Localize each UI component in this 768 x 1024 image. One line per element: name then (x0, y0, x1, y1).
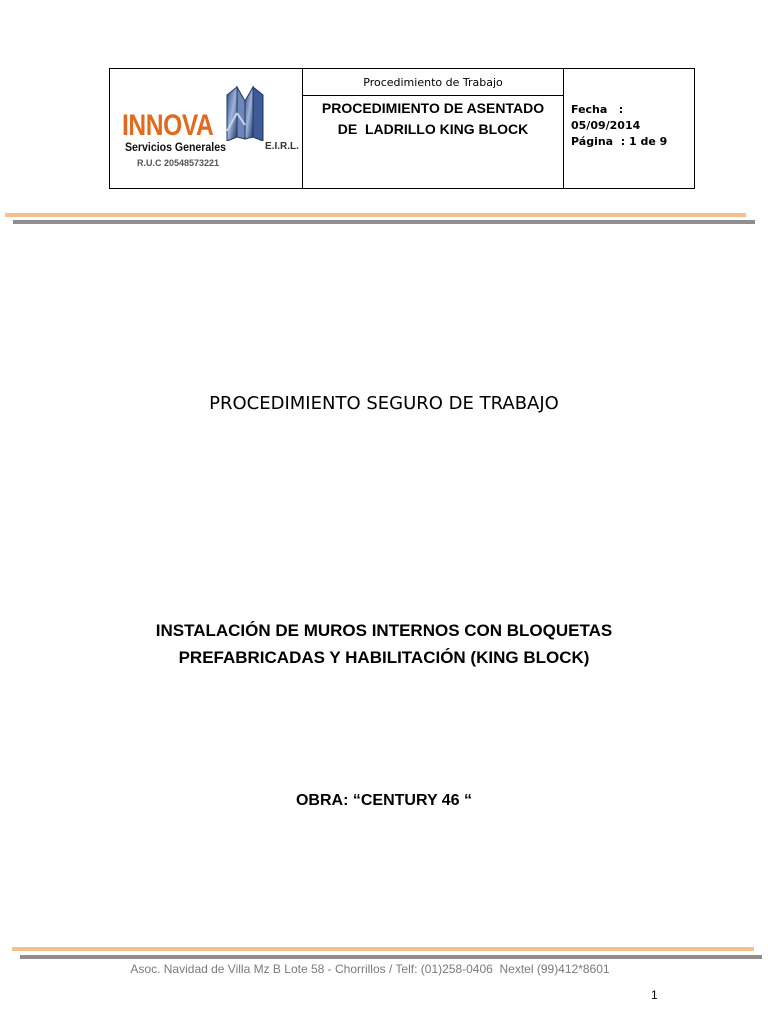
main-title: PROCEDIMIENTO SEGURO DE TRABAJO (209, 393, 559, 414)
logo-suffix-text: E.I.R.L. (265, 141, 299, 152)
document-meta (564, 69, 694, 150)
footer-address: Asoc. Navidad de Villa Mz B Lote 58 - Chorrillos / Telf: (01)258-0406 Nextel (99)412*8601 (130, 962, 610, 976)
header-rule-gray (13, 220, 755, 224)
project-name: OBRA: “CENTURY 46 “ (295, 792, 473, 809)
header-rule-orange (5, 213, 746, 217)
logo-brand-text: INNOVA (122, 109, 214, 142)
document-title (303, 96, 563, 140)
work-description-heading (60, 617, 708, 671)
logo-ruc-text: R.U.C 20548573221 (137, 158, 220, 168)
document-title-line1: PROCEDIMIENTO DE ASENTADO (321, 100, 545, 116)
page-number: 1 (651, 988, 658, 1002)
heading-line2: PREFABRICADAS Y HABILITACIÓN (KING BLOCK) (178, 648, 590, 667)
page-label: Página : 1 de 9 (571, 135, 668, 148)
date-label: Fecha : (571, 103, 624, 116)
document-header-table (109, 68, 695, 189)
procedure-subtitle: Procedimiento de Trabajo (303, 69, 563, 96)
footer-rule-orange (12, 947, 754, 951)
meta-cell (564, 69, 695, 189)
heading-line1: INSTALACIÓN DE MUROS INTERNOS CON BLOQUETAS (155, 621, 613, 640)
title-cell (303, 69, 564, 189)
date-value: 05/09/2014 (571, 119, 641, 132)
footer-rule-gray (20, 955, 762, 959)
logo-cell (110, 69, 303, 189)
document-title-line2: DE LADRILLO KING BLOCK (337, 121, 529, 137)
company-logo (110, 69, 302, 188)
logo-services-text: Servicios Generales (125, 140, 226, 154)
km-building-logo-icon (223, 85, 267, 141)
